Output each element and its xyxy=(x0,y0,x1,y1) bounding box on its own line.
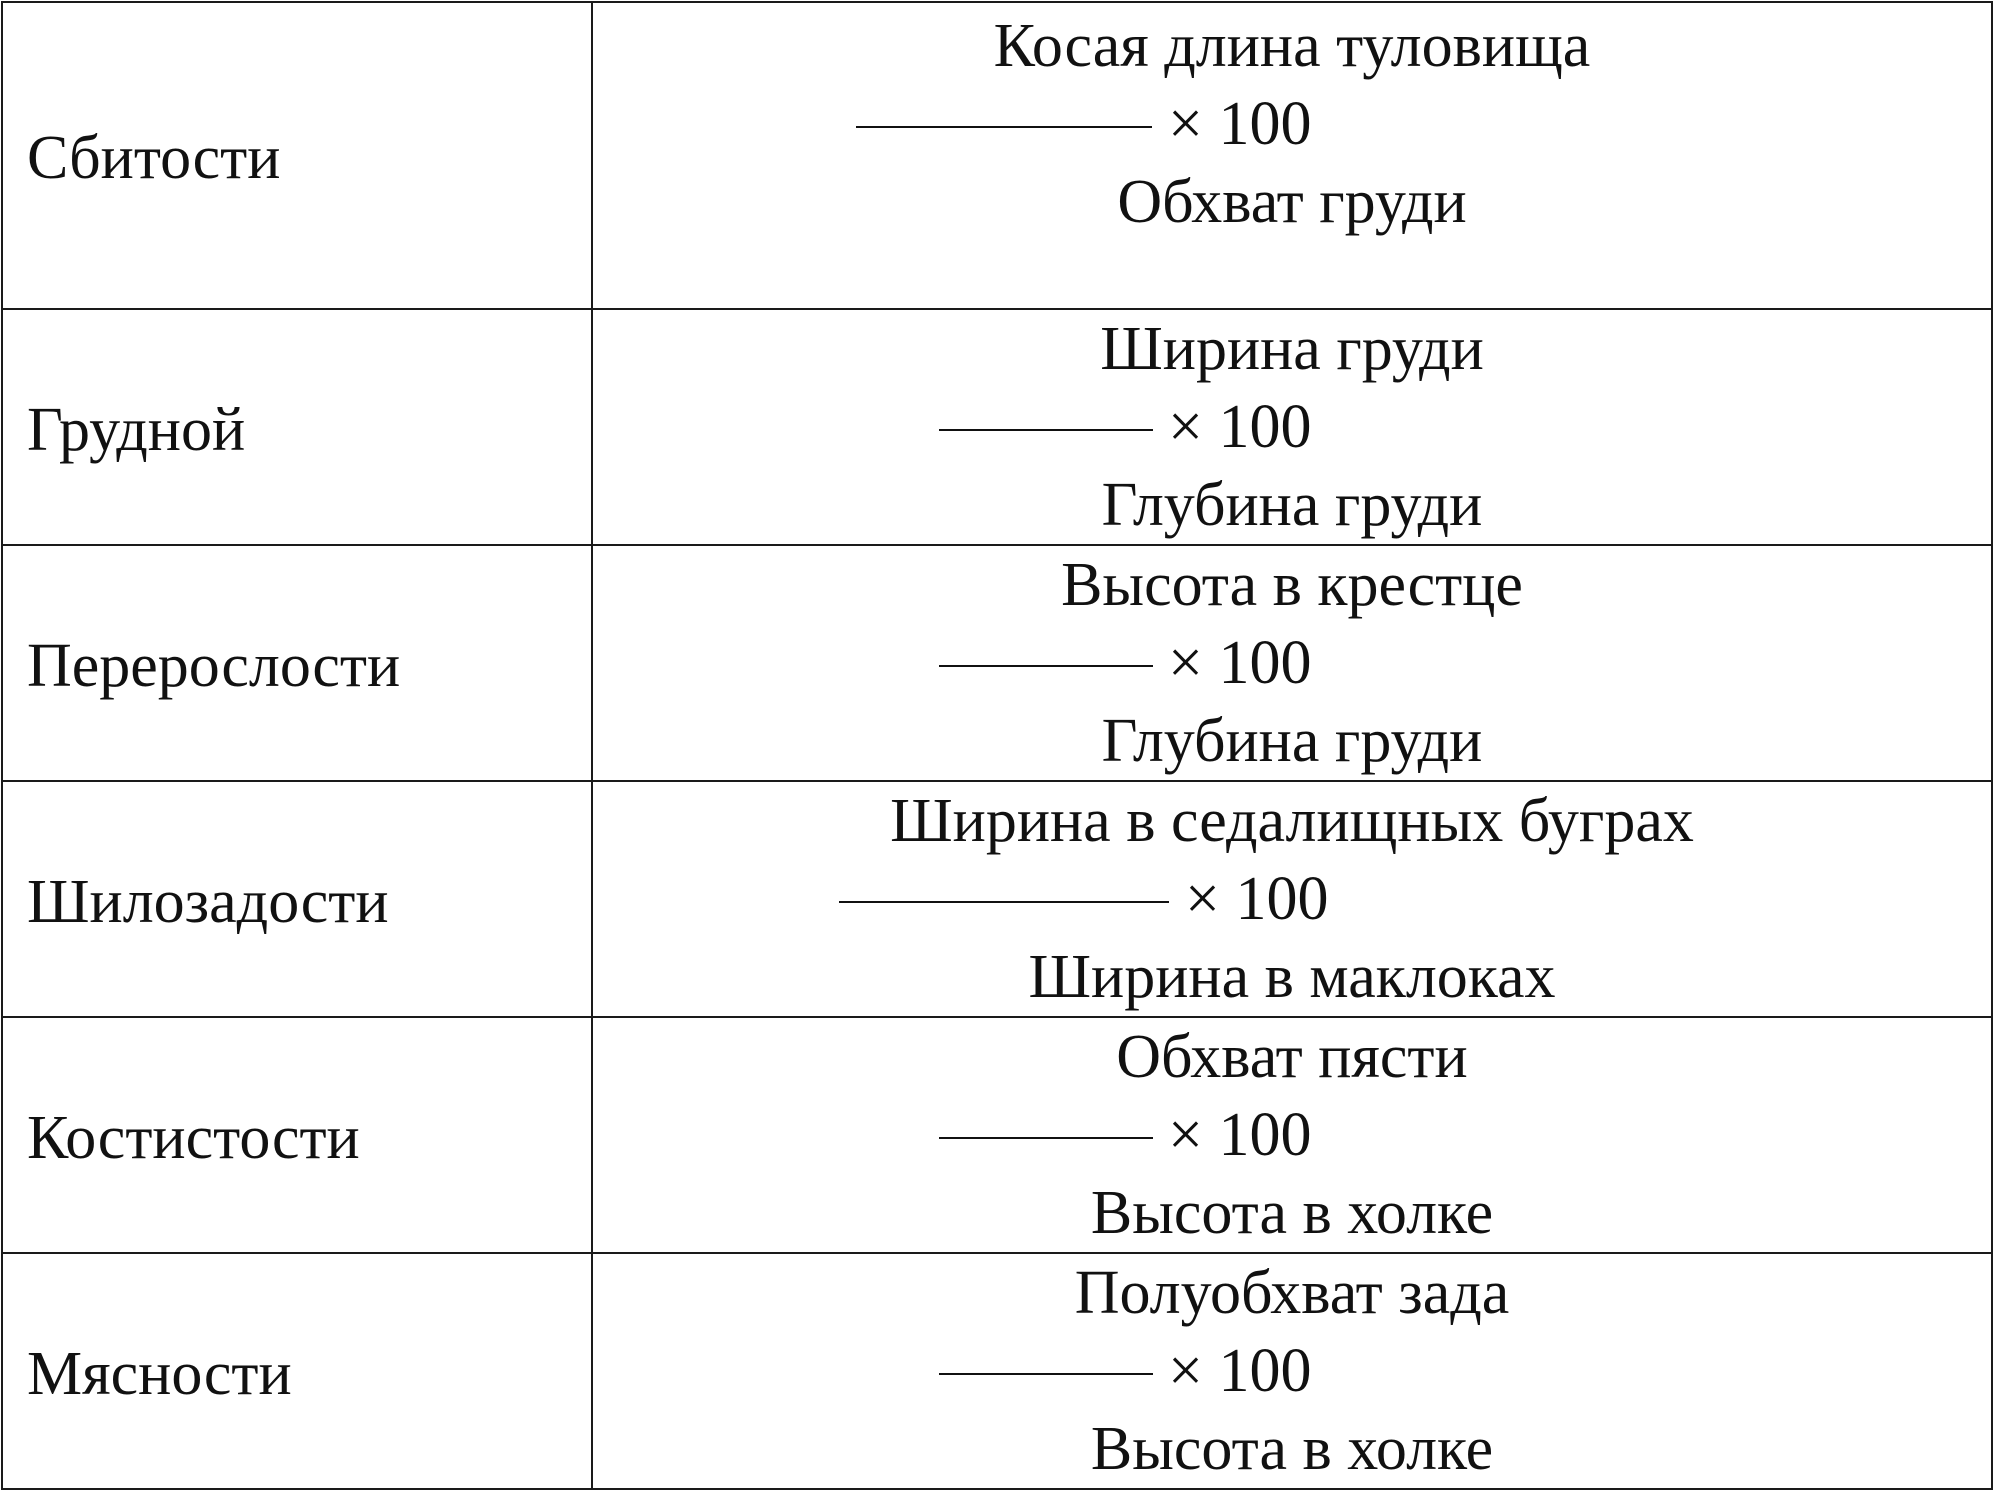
table-row xyxy=(2,545,1992,781)
denominator: Глубина груди xyxy=(1101,471,1483,539)
multiplier: × 100 xyxy=(1168,89,1312,158)
index-name: Перерослости xyxy=(2,545,592,781)
index-formula-table xyxy=(1,1,1993,1490)
table-row xyxy=(2,309,1992,545)
denominator: Высота в холке xyxy=(1090,1179,1494,1247)
fraction xyxy=(593,310,1991,544)
index-name: Грудной xyxy=(2,309,592,545)
fraction xyxy=(593,1018,1991,1252)
fraction-bar xyxy=(839,901,1169,903)
fraction-bar xyxy=(939,429,1153,431)
index-name: Шилозадости xyxy=(2,781,592,1017)
numerator: Обхват пясти xyxy=(1116,1023,1468,1091)
table-row xyxy=(2,1017,1992,1253)
formula-cell xyxy=(592,1017,1992,1253)
denominator: Обхват груди xyxy=(1117,167,1467,236)
formula-cell xyxy=(592,1253,1992,1489)
fraction-bar xyxy=(856,126,1152,128)
denominator: Высота в холке xyxy=(1090,1415,1494,1483)
numerator: Ширина груди xyxy=(1100,315,1484,383)
table-row xyxy=(2,781,1992,1017)
fraction xyxy=(593,7,1991,305)
denominator: Ширина в маклоках xyxy=(1028,943,1556,1011)
multiplier: × 100 xyxy=(1168,1101,1312,1169)
numerator: Ширина в седалищных буграх xyxy=(890,787,1694,855)
formula-cell xyxy=(592,309,1992,545)
fraction-bar xyxy=(939,1137,1153,1139)
fraction-bar xyxy=(939,665,1153,667)
multiplier: × 100 xyxy=(1168,1337,1312,1405)
index-name: Мясности xyxy=(2,1253,592,1489)
fraction xyxy=(593,782,1991,1016)
formula-cell xyxy=(592,545,1992,781)
fraction xyxy=(593,546,1991,780)
numerator: Полуобхват зада xyxy=(1074,1259,1510,1327)
multiplier: × 100 xyxy=(1168,629,1312,697)
fraction xyxy=(593,1254,1991,1488)
index-name: Сбитости xyxy=(2,2,592,309)
index-name: Костистости xyxy=(2,1017,592,1253)
numerator: Высота в крестце xyxy=(1061,551,1523,619)
multiplier: × 100 xyxy=(1185,865,1329,933)
multiplier: × 100 xyxy=(1168,393,1312,461)
table-row xyxy=(2,1253,1992,1489)
fraction-bar xyxy=(939,1373,1153,1375)
formula-cell xyxy=(592,2,1992,309)
numerator: Косая длина туловища xyxy=(993,11,1591,80)
table-row xyxy=(2,2,1992,309)
denominator: Глубина груди xyxy=(1101,707,1483,775)
formula-cell xyxy=(592,781,1992,1017)
